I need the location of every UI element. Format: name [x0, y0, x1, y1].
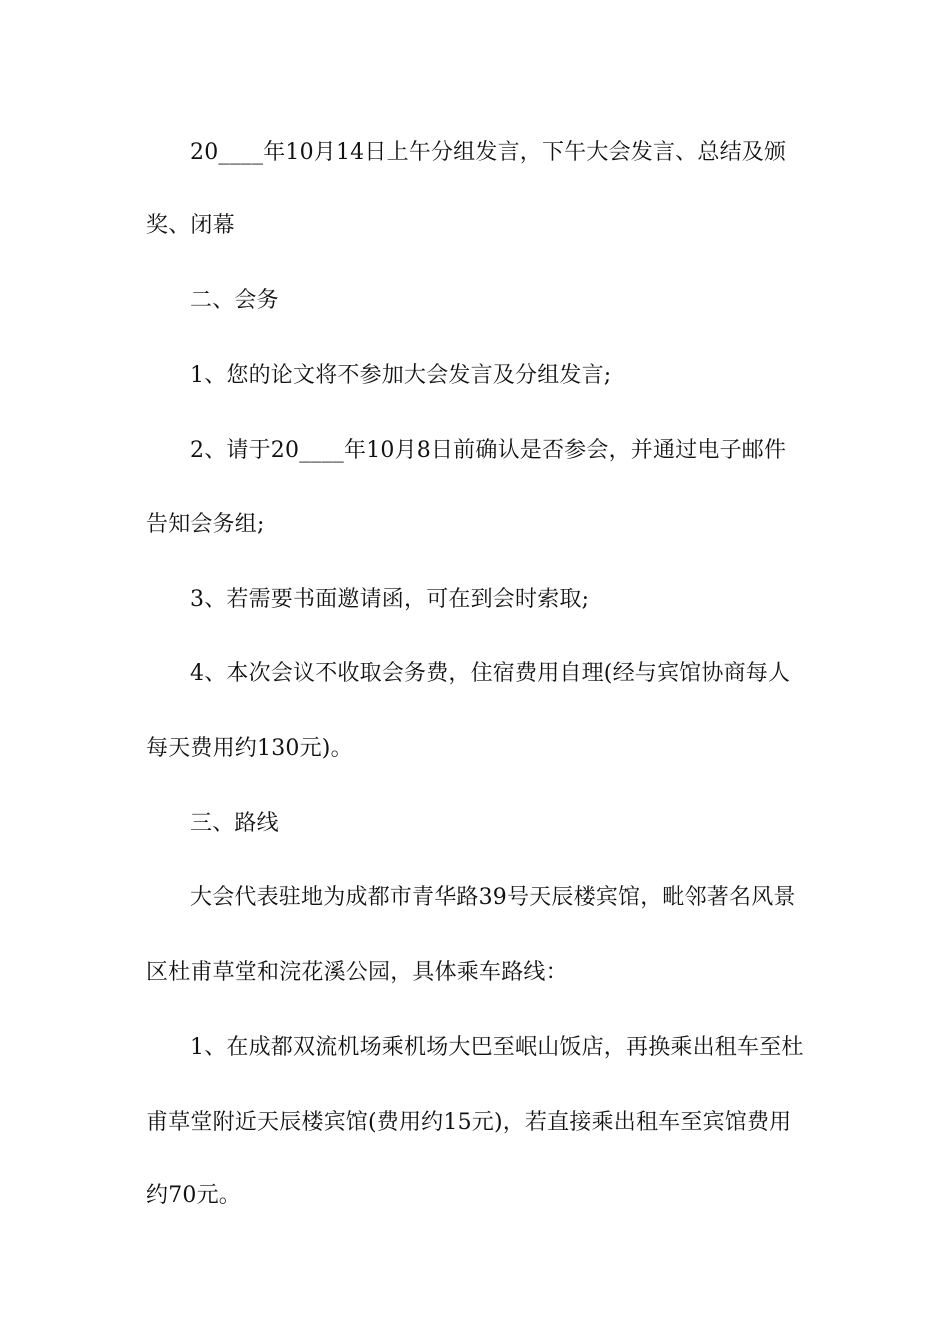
route-item-1-continued-2: 约70元。 — [146, 1183, 241, 1208]
affairs-item-2: 2、请于20____年10月8日前确认是否参会，并通过电子邮件 — [190, 438, 787, 463]
affairs-item-4: 4、本次会议不收取会务费，住宿费用自理(经与宾馆协商每人 — [190, 661, 791, 686]
schedule-line-oct14-continued: 奖、闭幕 — [146, 213, 235, 238]
affairs-item-2-continued: 告知会务组; — [146, 512, 265, 537]
route-item-1: 1、在成都双流机场乘机场大巴至岷山饭店，再换乘出租车至杜 — [190, 1035, 804, 1060]
schedule-line-oct14: 20____年10月14日上午分组发言，下午大会发言、总结及颁 — [190, 140, 787, 165]
section-heading-affairs: 二、会务 — [190, 288, 279, 313]
route-intro: 大会代表驻地为成都市青华路39号天辰楼宾馆，毗邻著名风景 — [190, 885, 796, 910]
section-heading-route: 三、路线 — [190, 811, 279, 836]
route-item-1-continued: 甫草堂附近天辰楼宾馆(费用约15元)，若直接乘出租车至宾馆费用 — [146, 1110, 792, 1135]
affairs-item-4-continued: 每天费用约130元)。 — [146, 736, 353, 761]
affairs-item-1: 1、您的论文将不参加大会发言及分组发言; — [190, 363, 612, 388]
route-intro-continued: 区杜甫草堂和浣花溪公园，具体乘车路线： — [146, 960, 568, 985]
affairs-item-3: 3、若需要书面邀请函，可在到会时索取; — [190, 587, 590, 612]
